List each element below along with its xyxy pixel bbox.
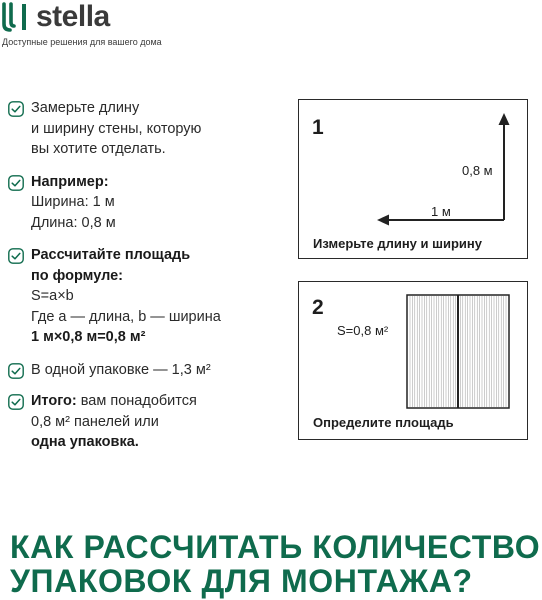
formula-result: 1 м×0,8 м=0,8 м² [31,329,146,345]
step-total-first-line [31,391,268,412]
step-formula [8,245,268,348]
step-package [8,360,268,381]
diagram-number: 2 [312,296,324,319]
brand-logo [0,2,110,32]
formula-legend: Где a — длина, b — ширина [31,308,221,325]
step-text-line: 0,8 м² панелей или [31,413,159,430]
step-total [8,391,268,453]
step-text-line: В одной упаковке — 1,3 м² [31,361,211,378]
step-text-line: вам понадобится [76,393,197,409]
step-text-line: Ширина: 1 м [31,194,115,210]
page-headline [10,530,540,598]
area-label: S=0,8 м² [337,323,389,338]
step-text-line: и ширину стены, которую [31,120,202,137]
diagram-caption: Определите площадь [313,415,454,430]
step-title: Например: [31,173,109,190]
check-icon [8,175,24,191]
diagram-number: 1 [312,116,324,139]
check-icon [8,248,24,264]
height-label: 0,8 м [462,163,493,178]
headline-line: КАК РАССЧИТАТЬ КОЛИЧЕСТВО [10,529,541,565]
brand-tagline: Доступные решения для вашего дома [2,37,162,47]
diagram-measure [298,99,528,259]
step-example [8,172,268,234]
formula-text: S=a×b [31,288,74,304]
step-text-line: вы хотите отделать. [31,141,166,157]
step-title: по формуле: [31,267,123,284]
check-icon [8,394,24,410]
width-label: 1 м [431,204,451,219]
step-text-line: Длина: 0,8 м [31,214,116,231]
step-title: Итого: [31,393,77,409]
check-icon [8,101,24,117]
step-text-line: Замерьте длину [31,100,140,116]
diagram-area [298,281,528,440]
step-measure [8,98,268,160]
step-title: Рассчитайте площадь [31,247,191,263]
stella-logo-icon [0,2,32,32]
brand-name: stella [36,0,110,33]
check-icon [8,363,24,379]
instruction-steps [8,98,268,453]
headline-line: УПАКОВОК ДЛЯ МОНТАЖА? [10,563,473,599]
wall-panel-icon [406,294,510,409]
diagram-caption: Измерьте длину и ширину [313,236,482,251]
step-total-result: одна упаковка. [31,434,139,450]
